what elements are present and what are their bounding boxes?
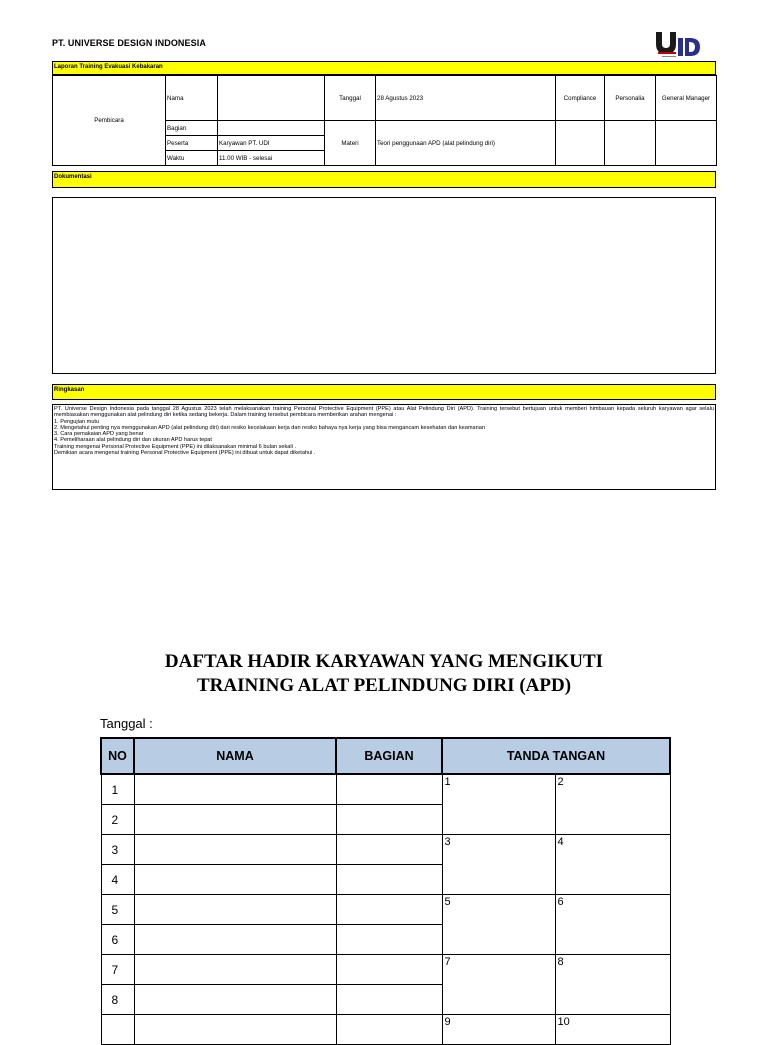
row-number — [101, 1015, 134, 1045]
signature-cell[interactable]: 10 — [555, 1015, 670, 1045]
col-nama-header: NAMA — [134, 738, 336, 774]
report-header-table — [52, 75, 717, 166]
nama-value[interactable] — [218, 76, 325, 121]
dokumentasi-box[interactable] — [52, 197, 716, 374]
summary-line: 3. Cara pemakaian APD yang benar — [54, 431, 144, 438]
pembicara-label: Pembicara — [53, 76, 166, 166]
gm-signature[interactable] — [656, 121, 717, 166]
general-manager-label: General Manager — [656, 76, 717, 121]
materi-value[interactable]: Teori penggunaan APD (alat pelindung diri) — [376, 121, 556, 166]
nama-cell[interactable] — [134, 1015, 336, 1045]
bagian-value[interactable] — [218, 121, 325, 136]
signature-cell[interactable]: 3 — [442, 835, 555, 895]
nama-cell[interactable] — [134, 895, 336, 925]
attendance-date-label: Tanggal : — [100, 716, 153, 731]
bagian-cell[interactable] — [336, 805, 442, 835]
nama-cell[interactable] — [134, 955, 336, 985]
peserta-label: Peserta — [166, 136, 218, 151]
summary-line: Training mengenai Personal Protective Equipment (PPE) ini dilaksanakan minimal 6 bulan sekali . — [54, 443, 297, 450]
nama-cell[interactable] — [134, 774, 336, 805]
row-number: 1 — [101, 774, 134, 805]
tanggal-label: Tanggal — [325, 76, 376, 121]
summary-box[interactable] — [52, 404, 716, 490]
nama-cell[interactable] — [134, 805, 336, 835]
bagian-cell[interactable] — [336, 985, 442, 1015]
attendance-title-line2: TRAINING ALAT PELINDUNG DIRI (APD) — [196, 675, 572, 696]
bagian-cell[interactable] — [336, 955, 442, 985]
ringkasan-bar: Ringkasan — [52, 384, 716, 400]
materi-label: Materi — [325, 121, 376, 166]
summary-line: PT. Universe Design Indonesia pada tanggal 28 Agustus 2023 telah melaksanakan training Personal Protective Equipment (PPE) atau Alat Pelindung Diri (APD). Training tersebut bertujuan untuk memberi himbauan kepada seluruh karyawan agar selalu membiasakan menggunakan alat pelindung diri ketika sedang bekerja. Dalam training tersebut pembicara memberikan arahan mengenai : — [54, 406, 714, 419]
bagian-cell[interactable] — [336, 1015, 442, 1045]
nama-label: Nama — [166, 76, 218, 121]
bagian-cell[interactable] — [336, 925, 442, 955]
bagian-cell[interactable] — [336, 865, 442, 895]
summary-line: 4. Pemeliharaan alat pelindung diri dan ukuran APD harus tepat — [54, 437, 212, 444]
personalia-label: Personalia — [605, 76, 656, 121]
summary-line: 1. Pengujian mutu — [54, 418, 100, 425]
signature-cell[interactable]: 2 — [555, 774, 670, 835]
signature-cell[interactable]: 5 — [442, 895, 555, 955]
compliance-signature[interactable] — [556, 121, 605, 166]
company-name: PT. UNIVERSE DESIGN INDONESIA — [52, 38, 206, 48]
col-bagian-header: BAGIAN — [336, 738, 442, 774]
bagian-cell[interactable] — [336, 835, 442, 865]
nama-cell[interactable] — [134, 835, 336, 865]
row-number: 8 — [101, 985, 134, 1015]
nama-cell[interactable] — [134, 925, 336, 955]
row-number: 3 — [101, 835, 134, 865]
signature-cell[interactable]: 7 — [442, 955, 555, 1015]
nama-cell[interactable] — [134, 985, 336, 1015]
dokumentasi-bar: Dokumentasi — [52, 171, 716, 188]
summary-line: Demikian acara mengenai training Personal Protective Equipment (PPE) ini dibuat untuk dapat diketahui . — [54, 450, 316, 457]
row-number: 4 — [101, 865, 134, 895]
report-title-bar: Laporan Training Evakuasi Kebakaran — [52, 61, 716, 75]
tanggal-value[interactable]: 28 Agustus 2023 — [376, 76, 556, 121]
signature-cell[interactable]: 8 — [555, 955, 670, 1015]
signature-cell[interactable]: 9 — [442, 1015, 555, 1045]
row-number: 6 — [101, 925, 134, 955]
attendance-table — [100, 737, 671, 1045]
row-number: 7 — [101, 955, 134, 985]
compliance-label: Compliance — [556, 76, 605, 121]
col-tanda-tangan-header: TANDA TANGAN — [442, 738, 670, 774]
waktu-value[interactable]: 11.00 WIB - selesai — [218, 151, 325, 166]
row-number: 5 — [101, 895, 134, 925]
company-logo — [654, 30, 700, 60]
personalia-signature[interactable] — [605, 121, 656, 166]
signature-cell[interactable]: 6 — [555, 895, 670, 955]
signature-cell[interactable]: 1 — [442, 774, 555, 835]
row-number: 2 — [101, 805, 134, 835]
bagian-cell[interactable] — [336, 774, 442, 805]
signature-cell[interactable]: 4 — [555, 835, 670, 895]
peserta-value[interactable]: Karyawan PT. UDI — [218, 136, 325, 151]
waktu-label: Waktu — [166, 151, 218, 166]
bagian-cell[interactable] — [336, 895, 442, 925]
attendance-title-line1: DAFTAR HADIR KARYAWAN YANG MENGIKUTI — [164, 651, 604, 672]
nama-cell[interactable] — [134, 865, 336, 895]
col-no-header: NO — [101, 738, 134, 774]
summary-line: 2. Mengetahui penting nya menggunakan APD (alat pelindung diri) dari resiko kecelakaan kerja dan resiko bahaya nya kerja yang bisa mengancam kesehatan dan keamanan — [54, 424, 485, 431]
bagian-label: Bagian — [166, 121, 218, 136]
